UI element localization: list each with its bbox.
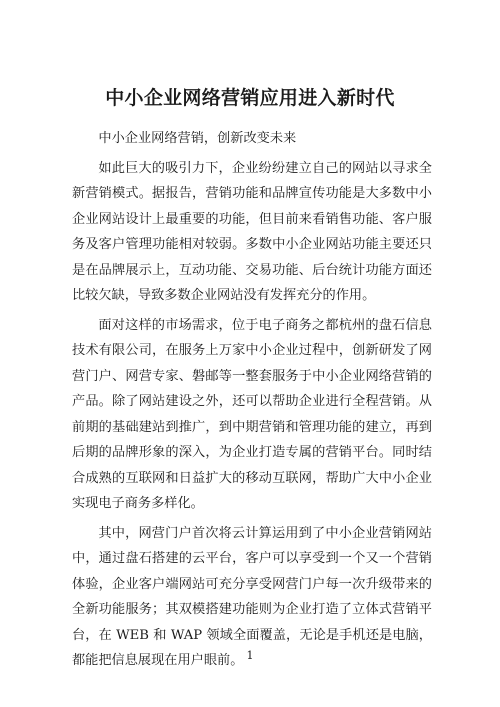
page-number: 1 (246, 649, 254, 662)
subtitle-paragraph: 中小企业网络营销，创新改变未来 (98, 131, 297, 146)
document-title: 中小企业网络营销应用进入新时代 (105, 87, 395, 109)
body-paragraph: 如此巨大的吸引力下，企业纷纷建立自己的网站以寻求全新营销模式。据报告，营销功能和品牌宣传功能是大多数中小企业网站设计上最重要的功能，但目前来看销售功能、客户服务及客户管理功能相对较弱。多数中小企业网站功能主要还只是在品牌展示上，互动功能、交易功能、后台统计功能方面还比较欠缺，导致多数企业网站没有发挥充分的作用。 (72, 160, 432, 303)
body-paragraph: 其中，网营门户首次将云计算运用到了中小企业营销网站中，通过盘石搭建的云平台，客户可以享受到一个又一个营销体验，企业客户端网站可充分享受网营门户每一次升级带来的全新功能服务；其双模搭建功能则为企业打造了立体式营销平台，在 WEB 和 WAP 领域全面覆盖，无论是手机还是电脑，都能把信息展现在用户眼前。 (72, 525, 432, 668)
body-paragraph: 面对这样的市场需求，位于电子商务之都杭州的盘石信息技术有限公司，在服务上万家中小企业过程中，创新研发了网营门户、网营专家、磐邮等一整套服务于中小企业网络营销的产品。除了网站建设之外，还可以帮助企业进行全程营销。从前期的基础建站到推广，到中期营销和管理功能的建立，再到后期的品牌形象的深入，为企业打造专属的营销平台。同时结合成熟的互联网和日益扩大的移动互联网，帮助广大中小企业实现电子商务多样化。 (72, 317, 432, 511)
document-body (72, 126, 432, 678)
